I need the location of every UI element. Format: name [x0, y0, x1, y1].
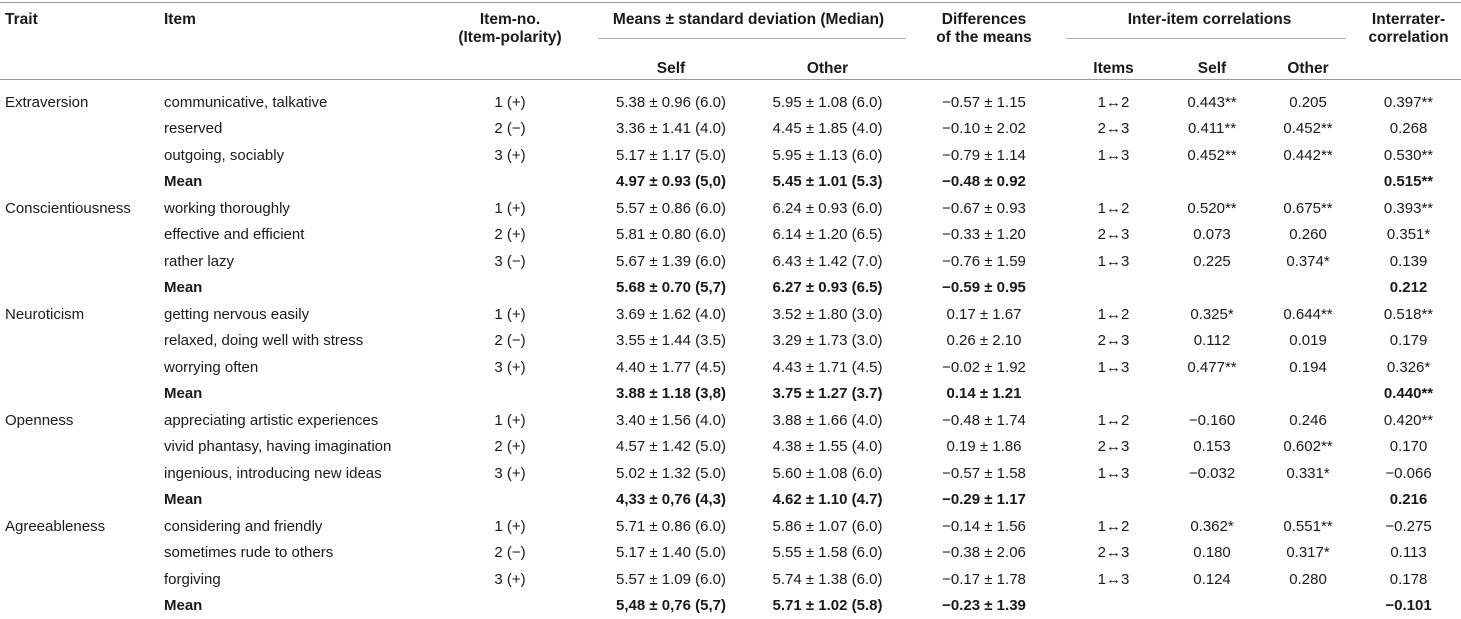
difference-cell: −0.79 ± 1.14: [905, 142, 1063, 169]
self-mean-cell: 5.81 ± 0.80 (6.0): [592, 222, 750, 249]
header-self: Self: [592, 48, 750, 89]
header-other: Other: [750, 48, 905, 89]
self-mean-cell: 5.17 ± 1.40 (5.0): [592, 540, 750, 567]
inter-item-self-cell: [1164, 487, 1260, 514]
inter-item-self-cell: 0.411**: [1164, 116, 1260, 143]
item-cell: vivid phantasy, having imagination: [164, 434, 428, 461]
inter-item-self-cell: −0.032: [1164, 460, 1260, 487]
header-diff-line2: of the means: [905, 29, 1063, 47]
other-mean-cell: 5.74 ± 1.38 (6.0): [750, 566, 905, 593]
item-no-cell: 3 (−): [428, 248, 592, 275]
self-mean-cell: 5.02 ± 1.32 (5.0): [592, 460, 750, 487]
inter-item-other-cell: 0.205: [1260, 89, 1356, 116]
trait-cell: [0, 169, 164, 196]
items-pair-cell: 1↔2: [1063, 407, 1164, 434]
items-pair-cell: 1↔3: [1063, 566, 1164, 593]
self-mean-cell: 4.57 ± 1.42 (5.0): [592, 434, 750, 461]
difference-cell: −0.02 ± 1.92: [905, 354, 1063, 381]
item-no-cell: 1 (+): [428, 513, 592, 540]
self-mean-cell: 4,33 ± 0,76 (4,3): [592, 487, 750, 514]
table-row: [0, 142, 1461, 169]
items-pair-cell: [1063, 381, 1164, 408]
trait-cell: Agreeableness: [0, 513, 164, 540]
difference-cell: −0.57 ± 1.15: [905, 89, 1063, 116]
difference-cell: 0.19 ± 1.86: [905, 434, 1063, 461]
header-item-no: [428, 2, 592, 89]
other-mean-cell: 5.60 ± 1.08 (6.0): [750, 460, 905, 487]
table-row: [0, 195, 1461, 222]
trait-cell: [0, 116, 164, 143]
interrater-cell: 0.515**: [1356, 169, 1461, 196]
inter-item-self-cell: [1164, 169, 1260, 196]
item-cell: communicative, talkative: [164, 89, 428, 116]
table-row: [0, 248, 1461, 275]
item-cell: effective and efficient: [164, 222, 428, 249]
interrater-cell: 0.139: [1356, 248, 1461, 275]
self-mean-cell: 5.38 ± 0.96 (6.0): [592, 89, 750, 116]
self-mean-cell: 4.40 ± 1.77 (4.5): [592, 354, 750, 381]
other-mean-cell: 4.38 ± 1.55 (4.0): [750, 434, 905, 461]
self-mean-cell: 3.36 ± 1.41 (4.0): [592, 116, 750, 143]
item-cell: Mean: [164, 593, 428, 619]
table-row: [0, 301, 1461, 328]
inter-item-other-cell: 0.551**: [1260, 513, 1356, 540]
header-differences: [905, 2, 1063, 89]
table-row: [0, 460, 1461, 487]
item-cell: outgoing, sociably: [164, 142, 428, 169]
item-no-cell: 1 (+): [428, 195, 592, 222]
self-mean-cell: 5.57 ± 1.09 (6.0): [592, 566, 750, 593]
items-pair-cell: [1063, 487, 1164, 514]
inter-item-other-cell: 0.452**: [1260, 116, 1356, 143]
header-item-no-line1: Item-no.: [428, 11, 592, 29]
header-row-1: [0, 2, 1461, 48]
other-mean-cell: 4.43 ± 1.71 (4.5): [750, 354, 905, 381]
trait-cell: Openness: [0, 407, 164, 434]
interrater-cell: 0.216: [1356, 487, 1461, 514]
inter-item-self-cell: 0.443**: [1164, 89, 1260, 116]
header-interrater-line2: correlation: [1356, 29, 1461, 47]
inter-item-other-cell: [1260, 169, 1356, 196]
interrater-cell: −0.066: [1356, 460, 1461, 487]
difference-cell: 0.26 ± 2.10: [905, 328, 1063, 355]
items-pair-cell: 2↔3: [1063, 116, 1164, 143]
item-no-cell: [428, 275, 592, 302]
item-cell: working thoroughly: [164, 195, 428, 222]
trait-cell: [0, 328, 164, 355]
items-pair-cell: 1↔2: [1063, 513, 1164, 540]
interrater-cell: 0.268: [1356, 116, 1461, 143]
item-no-cell: 3 (+): [428, 142, 592, 169]
items-pair-cell: 1↔2: [1063, 89, 1164, 116]
other-mean-cell: 4.45 ± 1.85 (4.0): [750, 116, 905, 143]
trait-cell: [0, 142, 164, 169]
item-cell: getting nervous easily: [164, 301, 428, 328]
items-pair-cell: 2↔3: [1063, 328, 1164, 355]
header-item: Item: [164, 2, 428, 89]
item-cell: sometimes rude to others: [164, 540, 428, 567]
inter-item-self-cell: [1164, 381, 1260, 408]
header-trait: Trait: [0, 2, 164, 89]
inter-item-self-cell: 0.520**: [1164, 195, 1260, 222]
items-pair-cell: 2↔3: [1063, 540, 1164, 567]
other-mean-cell: 4.62 ± 1.10 (4.7): [750, 487, 905, 514]
difference-cell: −0.48 ± 1.74: [905, 407, 1063, 434]
other-mean-cell: 5.95 ± 1.13 (6.0): [750, 142, 905, 169]
self-mean-cell: 3.40 ± 1.56 (4.0): [592, 407, 750, 434]
inter-item-other-cell: 0.280: [1260, 566, 1356, 593]
table-row: [0, 540, 1461, 567]
items-pair-cell: 1↔3: [1063, 354, 1164, 381]
inter-item-self-cell: −0.160: [1164, 407, 1260, 434]
item-no-cell: [428, 593, 592, 619]
items-pair-cell: 1↔3: [1063, 142, 1164, 169]
difference-cell: −0.33 ± 1.20: [905, 222, 1063, 249]
interrater-cell: 0.518**: [1356, 301, 1461, 328]
interrater-cell: 0.420**: [1356, 407, 1461, 434]
item-cell: rather lazy: [164, 248, 428, 275]
interrater-cell: 0.178: [1356, 566, 1461, 593]
inter-item-self-cell: [1164, 275, 1260, 302]
inter-item-self-cell: [1164, 593, 1260, 619]
trait-cell: [0, 222, 164, 249]
inter-item-other-cell: 0.644**: [1260, 301, 1356, 328]
item-no-cell: 1 (+): [428, 407, 592, 434]
header-ii-other: Other: [1260, 48, 1356, 89]
inter-item-self-cell: 0.225: [1164, 248, 1260, 275]
trait-cell: [0, 593, 164, 619]
interrater-cell: 0.212: [1356, 275, 1461, 302]
item-no-cell: 2 (+): [428, 434, 592, 461]
inter-item-other-cell: 0.194: [1260, 354, 1356, 381]
item-cell: ingenious, introducing new ideas: [164, 460, 428, 487]
inter-item-self-cell: 0.112: [1164, 328, 1260, 355]
trait-cell: Extraversion: [0, 89, 164, 116]
item-no-cell: 1 (+): [428, 89, 592, 116]
other-mean-cell: 5.45 ± 1.01 (5.3): [750, 169, 905, 196]
table-row: [0, 566, 1461, 593]
table-row: [0, 222, 1461, 249]
table-row: [0, 89, 1461, 116]
trait-cell: [0, 540, 164, 567]
items-pair-cell: [1063, 593, 1164, 619]
item-no-cell: [428, 381, 592, 408]
item-cell: worrying often: [164, 354, 428, 381]
trait-cell: [0, 434, 164, 461]
self-mean-cell: 4.97 ± 0.93 (5,0): [592, 169, 750, 196]
header-inter-item: Inter-item correlations: [1063, 2, 1356, 48]
inter-item-self-cell: 0.153: [1164, 434, 1260, 461]
item-cell: reserved: [164, 116, 428, 143]
interrater-cell: 0.170: [1356, 434, 1461, 461]
other-mean-cell: 5.55 ± 1.58 (6.0): [750, 540, 905, 567]
inter-item-other-cell: 0.317*: [1260, 540, 1356, 567]
item-cell: appreciating artistic experiences: [164, 407, 428, 434]
other-mean-cell: 5.95 ± 1.08 (6.0): [750, 89, 905, 116]
trait-cell: [0, 487, 164, 514]
self-mean-cell: 3.55 ± 1.44 (3.5): [592, 328, 750, 355]
inter-item-other-cell: 0.675**: [1260, 195, 1356, 222]
header-item-no-line2: (Item-polarity): [428, 29, 592, 47]
mean-row: [0, 593, 1461, 619]
header-diff-line1: Differences: [905, 11, 1063, 29]
table-row: [0, 116, 1461, 143]
self-mean-cell: 3.88 ± 1.18 (3,8): [592, 381, 750, 408]
inter-item-self-cell: 0.124: [1164, 566, 1260, 593]
inter-item-self-cell: 0.477**: [1164, 354, 1260, 381]
mean-row: [0, 275, 1461, 302]
self-mean-cell: 5.71 ± 0.86 (6.0): [592, 513, 750, 540]
other-mean-cell: 6.24 ± 0.93 (6.0): [750, 195, 905, 222]
item-no-cell: [428, 169, 592, 196]
other-mean-cell: 5.71 ± 1.02 (5.8): [750, 593, 905, 619]
item-no-cell: 2 (−): [428, 116, 592, 143]
items-pair-cell: [1063, 169, 1164, 196]
other-mean-cell: 3.75 ± 1.27 (3.7): [750, 381, 905, 408]
trait-cell: Conscientiousness: [0, 195, 164, 222]
interrater-cell: 0.113: [1356, 540, 1461, 567]
items-pair-cell: 1↔3: [1063, 460, 1164, 487]
item-cell: considering and friendly: [164, 513, 428, 540]
items-pair-cell: 2↔3: [1063, 222, 1164, 249]
difference-cell: −0.14 ± 1.56: [905, 513, 1063, 540]
item-cell: Mean: [164, 169, 428, 196]
inter-item-other-cell: 0.331*: [1260, 460, 1356, 487]
item-no-cell: 2 (+): [428, 222, 592, 249]
interrater-cell: −0.275: [1356, 513, 1461, 540]
inter-item-self-cell: 0.180: [1164, 540, 1260, 567]
inter-item-other-cell: [1260, 593, 1356, 619]
interrater-cell: −0.101: [1356, 593, 1461, 619]
other-mean-cell: 6.14 ± 1.20 (6.5): [750, 222, 905, 249]
difference-cell: −0.76 ± 1.59: [905, 248, 1063, 275]
item-cell: relaxed, doing well with stress: [164, 328, 428, 355]
difference-cell: −0.59 ± 0.95: [905, 275, 1063, 302]
item-cell: Mean: [164, 381, 428, 408]
item-no-cell: 2 (−): [428, 328, 592, 355]
item-no-cell: 2 (−): [428, 540, 592, 567]
header-interrater-line1: Interrater-: [1356, 11, 1461, 29]
inter-item-self-cell: 0.452**: [1164, 142, 1260, 169]
self-mean-cell: 5.57 ± 0.86 (6.0): [592, 195, 750, 222]
interrater-cell: 0.326*: [1356, 354, 1461, 381]
inter-item-self-cell: 0.073: [1164, 222, 1260, 249]
trait-cell: [0, 248, 164, 275]
difference-cell: −0.29 ± 1.17: [905, 487, 1063, 514]
table-row: [0, 513, 1461, 540]
self-mean-cell: 5,48 ± 0,76 (5,7): [592, 593, 750, 619]
difference-cell: −0.57 ± 1.58: [905, 460, 1063, 487]
items-pair-cell: 1↔3: [1063, 248, 1164, 275]
other-mean-cell: 3.88 ± 1.66 (4.0): [750, 407, 905, 434]
item-cell: Mean: [164, 275, 428, 302]
difference-cell: 0.14 ± 1.21: [905, 381, 1063, 408]
item-cell: forgiving: [164, 566, 428, 593]
table-row: [0, 407, 1461, 434]
table-row: [0, 434, 1461, 461]
difference-cell: −0.23 ± 1.39: [905, 593, 1063, 619]
interrater-cell: 0.351*: [1356, 222, 1461, 249]
mean-row: [0, 487, 1461, 514]
difference-cell: −0.10 ± 2.02: [905, 116, 1063, 143]
items-pair-cell: 1↔2: [1063, 301, 1164, 328]
table-row: [0, 328, 1461, 355]
header-ii-self: Self: [1164, 48, 1260, 89]
interrater-cell: 0.397**: [1356, 89, 1461, 116]
item-cell: Mean: [164, 487, 428, 514]
interrater-cell: 0.530**: [1356, 142, 1461, 169]
trait-cell: [0, 354, 164, 381]
results-table: [0, 2, 1461, 619]
item-no-cell: 3 (+): [428, 354, 592, 381]
inter-item-other-cell: 0.260: [1260, 222, 1356, 249]
difference-cell: 0.17 ± 1.67: [905, 301, 1063, 328]
header-items: Items: [1063, 48, 1164, 89]
item-no-cell: 1 (+): [428, 301, 592, 328]
inter-item-other-cell: 0.019: [1260, 328, 1356, 355]
items-pair-cell: [1063, 275, 1164, 302]
difference-cell: −0.38 ± 2.06: [905, 540, 1063, 567]
mean-row: [0, 169, 1461, 196]
self-mean-cell: 3.69 ± 1.62 (4.0): [592, 301, 750, 328]
self-mean-cell: 5.68 ± 0.70 (5,7): [592, 275, 750, 302]
mean-row: [0, 381, 1461, 408]
item-no-cell: 3 (+): [428, 566, 592, 593]
inter-item-other-cell: 0.602**: [1260, 434, 1356, 461]
difference-cell: −0.67 ± 0.93: [905, 195, 1063, 222]
other-mean-cell: 3.52 ± 1.80 (3.0): [750, 301, 905, 328]
other-mean-cell: 5.86 ± 1.07 (6.0): [750, 513, 905, 540]
item-no-cell: [428, 487, 592, 514]
difference-cell: −0.48 ± 0.92: [905, 169, 1063, 196]
inter-item-other-cell: [1260, 487, 1356, 514]
trait-cell: [0, 566, 164, 593]
interrater-cell: 0.179: [1356, 328, 1461, 355]
difference-cell: −0.17 ± 1.78: [905, 566, 1063, 593]
trait-cell: [0, 275, 164, 302]
header-interrater: [1356, 2, 1461, 89]
trait-cell: Neuroticism: [0, 301, 164, 328]
inter-item-other-cell: 0.374*: [1260, 248, 1356, 275]
trait-cell: [0, 381, 164, 408]
items-pair-cell: 1↔2: [1063, 195, 1164, 222]
interrater-cell: 0.440**: [1356, 381, 1461, 408]
item-no-cell: 3 (+): [428, 460, 592, 487]
inter-item-other-cell: [1260, 275, 1356, 302]
self-mean-cell: 5.17 ± 1.17 (5.0): [592, 142, 750, 169]
other-mean-cell: 3.29 ± 1.73 (3.0): [750, 328, 905, 355]
interrater-cell: 0.393**: [1356, 195, 1461, 222]
self-mean-cell: 5.67 ± 1.39 (6.0): [592, 248, 750, 275]
inter-item-other-cell: 0.442**: [1260, 142, 1356, 169]
other-mean-cell: 6.27 ± 0.93 (6.5): [750, 275, 905, 302]
inter-item-self-cell: 0.362*: [1164, 513, 1260, 540]
items-pair-cell: 2↔3: [1063, 434, 1164, 461]
table-body: [0, 89, 1461, 619]
inter-item-other-cell: 0.246: [1260, 407, 1356, 434]
inter-item-other-cell: [1260, 381, 1356, 408]
inter-item-self-cell: 0.325*: [1164, 301, 1260, 328]
table-row: [0, 354, 1461, 381]
header-means: Means ± standard deviation (Median): [592, 2, 905, 48]
trait-cell: [0, 460, 164, 487]
other-mean-cell: 6.43 ± 1.42 (7.0): [750, 248, 905, 275]
